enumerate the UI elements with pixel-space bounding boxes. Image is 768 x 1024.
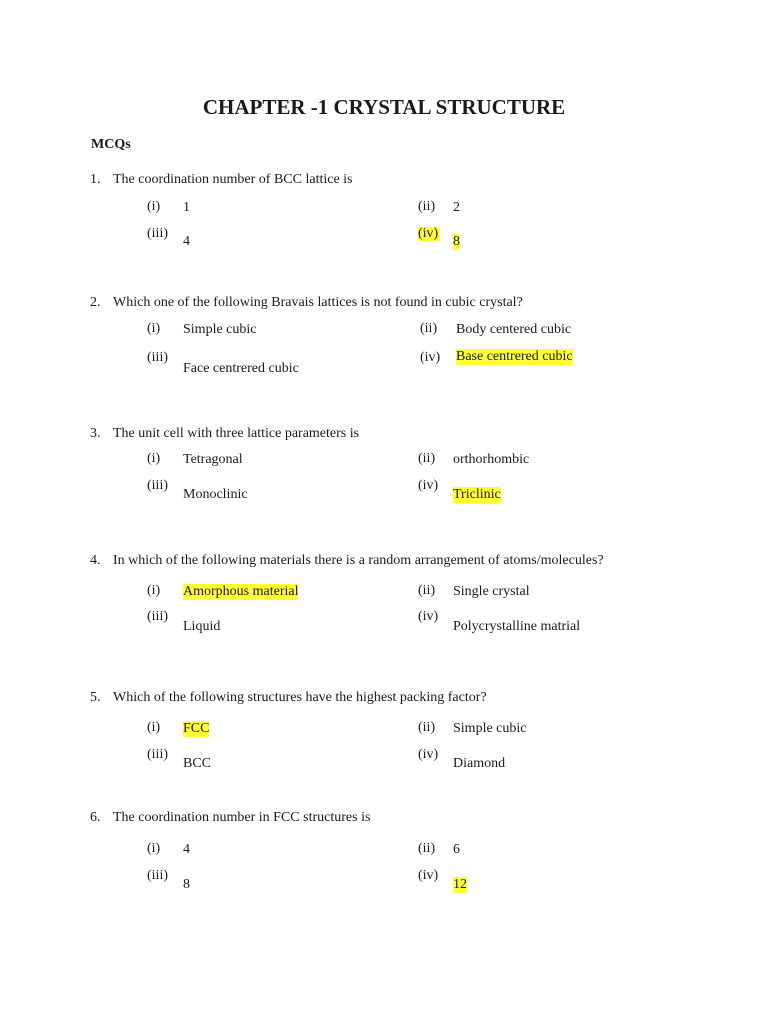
option-text: 2	[453, 200, 460, 215]
question-text: The coordination number in FCC structures is	[113, 810, 371, 825]
option-text: Diamond	[453, 756, 506, 771]
option-label: (i)	[147, 720, 161, 735]
option-text-correct: 8	[453, 234, 460, 249]
option-text-correct: Amorphous material	[183, 584, 299, 599]
option-text: Polycrystalline matrial	[453, 619, 581, 634]
question-number: 4.	[90, 553, 101, 568]
question-text: The coordination number of BCC lattice is	[113, 172, 353, 187]
option-label: (iv)	[420, 350, 441, 365]
option-text: 8	[183, 877, 190, 892]
option-label: (iv)	[418, 478, 439, 493]
option-text: Simple cubic	[183, 322, 257, 337]
question-6	[0, 810, 768, 930]
question-text: Which of the following structures have the highest packing factor?	[113, 690, 487, 705]
option-text: 1	[183, 200, 190, 215]
option-text: Face centrered cubic	[183, 361, 299, 376]
option-label: (iv)	[418, 747, 439, 762]
question-5	[0, 690, 768, 810]
question-text: In which of the following materials there is a random arrangement of atoms/molecules?	[113, 553, 604, 568]
option-text-correct: 12	[453, 877, 467, 892]
question-4	[0, 553, 768, 673]
option-text: BCC	[183, 756, 212, 771]
option-text: 4	[183, 842, 190, 857]
question-text: The unit cell with three lattice parameters is	[113, 426, 360, 441]
option-label: (iii)	[147, 747, 168, 762]
option-label: (iv)	[418, 609, 439, 624]
option-text: Tetragonal	[183, 452, 243, 467]
option-text-correct: Triclinic	[453, 487, 501, 502]
option-text: 4	[183, 234, 190, 249]
question-number: 5.	[90, 690, 101, 705]
option-label: (i)	[147, 451, 161, 466]
option-text: 6	[453, 842, 460, 857]
question-2	[0, 295, 768, 415]
question-number: 3.	[90, 426, 101, 441]
option-text: Monoclinic	[183, 487, 248, 502]
option-label: (ii)	[420, 321, 438, 336]
option-label: (iii)	[147, 478, 168, 493]
option-text: Simple cubic	[453, 721, 527, 736]
option-text: Body centered cubic	[456, 322, 572, 337]
option-label: (iii)	[147, 868, 168, 883]
section-heading: MCQs	[91, 137, 131, 152]
option-text-correct: FCC	[183, 721, 210, 736]
question-number: 2.	[90, 295, 101, 310]
option-text: orthorhombic	[453, 452, 530, 467]
option-label: (iv)	[418, 868, 439, 883]
option-label: (i)	[147, 199, 161, 214]
option-label: (i)	[147, 321, 161, 336]
option-label: (ii)	[418, 720, 436, 735]
option-label: (iii)	[147, 609, 168, 624]
option-label: (ii)	[418, 199, 436, 214]
page-title: CHAPTER -1 CRYSTAL STRUCTURE	[202, 95, 566, 119]
question-text: Which one of the following Bravais lattices is not found in cubic crystal?	[113, 295, 523, 310]
option-label: (ii)	[418, 841, 436, 856]
option-label: (iv)	[418, 226, 439, 241]
question-number: 1.	[90, 172, 101, 187]
option-text-correct: Base centrered cubic	[456, 349, 573, 364]
option-label: (i)	[147, 841, 161, 856]
question-1	[0, 172, 768, 292]
option-label: (ii)	[418, 583, 436, 598]
option-label: (iii)	[147, 350, 168, 365]
option-label: (ii)	[418, 451, 436, 466]
option-label: (i)	[147, 583, 161, 598]
question-3	[0, 426, 768, 546]
option-text: Liquid	[183, 619, 221, 634]
question-number: 6.	[90, 810, 101, 825]
option-label: (iii)	[147, 226, 168, 241]
option-text: Single crystal	[453, 584, 530, 599]
